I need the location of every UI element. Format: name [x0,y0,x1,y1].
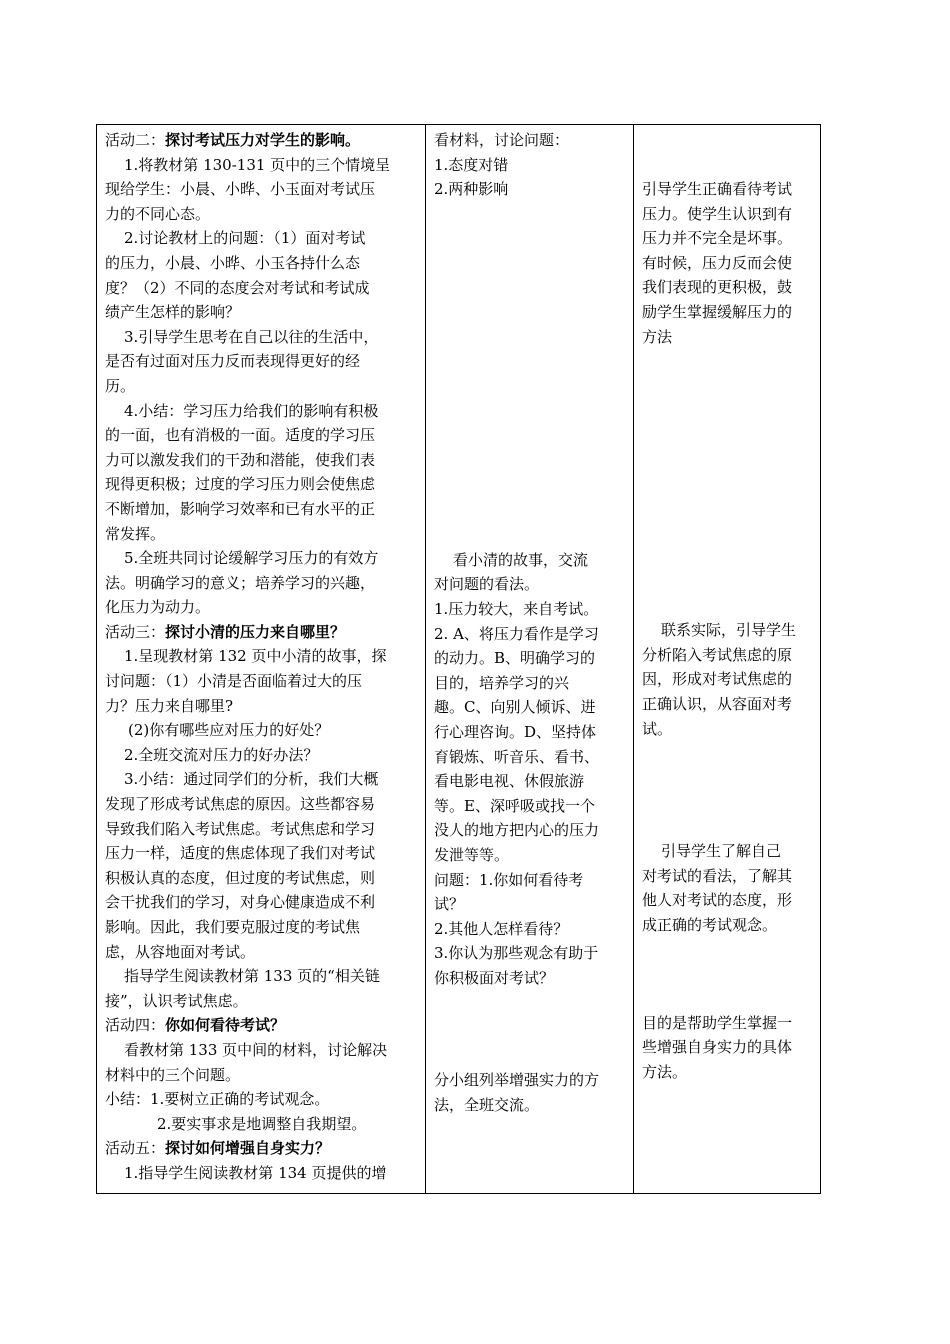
text-line: 看材料，讨论问题： [434,131,570,149]
text-line: 1.态度对错 [434,155,509,174]
text-line: 2.要实事求是地调整自我期望。 [157,1114,367,1133]
text-line: 度？（2）不同的态度会对考试和考试成 [105,278,370,297]
text-line: 1.指导学生阅读教材第 134 页提供的增 [124,1163,387,1182]
text-line: 会干扰我们的学习，对身心健康造成不利 [105,893,376,912]
text-line: 育锻炼、听音乐、看书、 [434,747,600,766]
text-line: 力可以激发我们的干劲和潜能，使我们表 [105,450,376,469]
text-line: 现得更积极；过度的学习压力则会使焦虑 [105,475,376,494]
text-line: 正确认识，从容面对考 [642,694,793,713]
text-line: 方法 [642,327,673,346]
text-line: 2.两种影响 [434,180,509,199]
text-line: 目的，培养学习的兴 [434,673,570,692]
text-line: 力的不同心态。 [105,204,211,223]
text-line: 4.小结：学习压力给我们的影响有积极 [124,401,379,420]
text-line: 2.讨论教材上的问题：（1）面对考试 [124,229,366,248]
text-line: 对问题的看法。 [434,575,540,594]
text-line: 导致我们陷入考试焦虑。考试焦虑和学习 [105,819,376,838]
text-line: 法，全班交流。 [434,1096,540,1115]
text-line: 虑，从容地面对考试。 [105,942,256,961]
activity-4-heading: 活动四：你如何看待考试？ [105,1016,286,1035]
text-line: 现给学生：小晨、小晔、小玉面对考试压 [105,180,376,199]
text-line: 励学生掌握缓解压力的 [642,302,793,321]
text-line: 问题：1.你如何看待考 [434,870,584,889]
text-line: 2. A、将压力看作是学习 [434,624,599,643]
text-line: 3.你认为那些观念有助于 [434,944,599,963]
text-line: 1.呈现教材第 132 页中小清的故事，探 [124,647,387,666]
text-line: 分小组列举增强实力的方 [434,1071,600,1090]
text-line: 看小清的故事，交流 [453,550,589,569]
text-line: 目的是帮助学生掌握一 [642,1013,793,1032]
text-line: 试。 [642,719,673,738]
text-line: 2.其他人怎样看待？ [434,919,569,938]
text-line: 他人对考试的态度，形 [642,891,793,910]
activity-5-heading: 活动五：探讨如何增强自身实力？ [105,1139,331,1158]
text-line: 引导学生正确看待考试 [642,180,793,198]
text-line: 5.全班共同讨论缓解学习压力的有效方 [124,549,379,568]
text-line: 行心理咨询。D、坚持体 [434,722,597,741]
text-line: 讨问题：（1）小清是否面临着过大的压 [105,672,363,691]
text-line: 的压力，小晨、小晔、小玉各持什么态 [105,253,361,272]
text-line: 联系实际，引导学生 [661,621,797,640]
text-line: 常发挥。 [105,524,166,543]
text-line: 看电影电视、休假旅游 [434,772,585,791]
text-line: 分析陷入考试焦虑的原 [642,645,793,664]
text-line: 的动力。B、明确学习的 [434,649,596,668]
text-line: 对考试的看法，了解其 [642,866,793,885]
text-line: 积极认真的态度，但过度的考试焦虑，则 [105,868,376,887]
text-line: 看教材第 133 页中间的材料，讨论解决 [124,1040,388,1059]
text-line: 有时候，压力反而会使 [642,253,793,272]
text-line: 试？ [434,895,465,914]
text-line: 的一面，也有消极的一面。适度的学习压 [105,426,376,445]
student-activities-cell [426,125,634,1194]
text-line: 成正确的考试观念。 [642,915,778,934]
text-line: 引导学生了解自己 [661,842,782,861]
text-line: 化压力为动力。 [105,598,211,617]
text-line: 压力一样，适度的焦虑体现了我们对考试 [105,844,376,863]
text-line: 2.全班交流对压力的好办法？ [124,745,319,764]
text-line: (2)你有哪些应对压力的好处？ [128,721,330,740]
text-line: 等。E、深呼吸或找一个 [434,796,595,815]
text-line: 影响。因此，我们要克服过度的考试焦 [105,918,361,936]
text-line: 没人的地方把内心的压力 [434,821,600,840]
text-line: 是否有过面对压力反而表现得更好的经 [105,352,361,371]
text-line: 绩产生怎样的影响？ [105,303,241,322]
lesson-plan-table [96,124,821,1194]
text-line: 因，形成对考试焦虑的 [642,670,793,689]
text-line: 方法。 [642,1062,688,1081]
text-line: 指导学生阅读教材第 133 页的“相关链 [124,967,380,986]
table-row [97,125,821,1194]
text-line: 压力并不完全是坏事。 [642,229,793,248]
text-line: 些增强自身实力的具体 [642,1038,793,1057]
text-line: 不断增加，影响学习效率和已有水平的正 [105,499,376,518]
text-line: 材料中的三个问题。 [105,1065,241,1084]
text-line: 法。明确学习的意义；培养学习的兴趣， [105,573,376,592]
text-line: 趣。C、向别人倾诉、进 [434,698,596,717]
text-line: 力？压力来自哪里? [105,696,234,715]
text-line: 1.将教材第 130-131 页中的三个情境呈 [124,155,391,174]
text-line: 历。 [105,376,136,395]
text-line: 你积极面对考试？ [434,968,555,987]
text-line: 发现了形成考试焦虑的原因。这些都容易 [105,795,376,814]
text-line: 1.压力较大，来自考试。 [434,599,599,618]
text-line: 压力。使学生认识到有 [642,204,793,223]
text-line: 3.小结：通过同学们的分析，我们大概 [124,770,379,789]
design-intent-cell [634,125,821,1194]
text-line: 我们表现的更积极，鼓 [642,278,793,297]
activity-3-heading: 活动三：探讨小清的压力来自哪里？ [105,622,346,641]
activity-2-heading: 活动二：探讨考试压力对学生的影响。 [105,131,361,149]
text-line: 小结：1.要树立正确的考试观念。 [105,1090,330,1109]
activities-cell [97,125,426,1194]
text-line: 发泄等等。 [434,845,510,864]
text-line: 3.引导学生思考在自己以往的生活中， [124,327,379,346]
text-line: 接”，认识考试焦虑。 [105,991,248,1010]
